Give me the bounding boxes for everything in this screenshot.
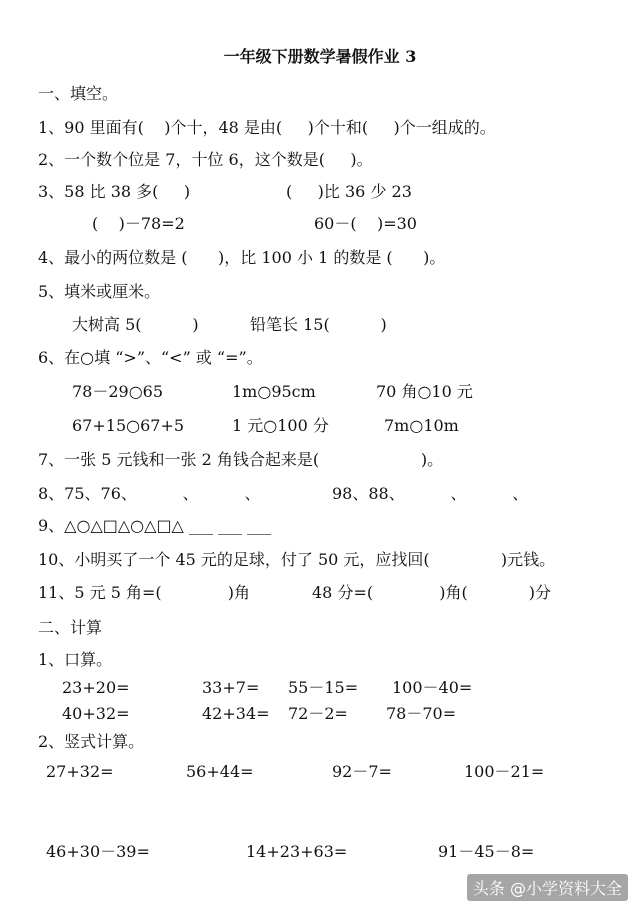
question-11a: 11、5 元 5 角=( )角 [38,583,250,602]
question-6f: 7m○10m [384,416,459,435]
question-1: 1、90 里面有( )个十，48 是由( )个十和( )个一组成的。 [38,118,496,137]
question-5b: 铅笔长 15( ) [250,315,387,334]
oral-problem: 55－15= [288,678,359,697]
question-6a: 78－29○65 [72,382,164,401]
question-3b: ( )比 36 少 23 [286,182,412,201]
question-3a: 3、58 比 38 多( ) [38,182,191,201]
vertical-problem: 100－21= [464,762,545,781]
question-2: 2、一个数个位是 7，十位 6，这个数是( )。 [38,150,373,169]
section2-heading: 二、计算 [38,618,103,637]
oral-problem: 100－40= [392,678,473,697]
question-3c: ( )－78=2 [92,214,185,233]
question-5a: 大树高 5( ) [72,315,199,334]
vertical-heading: 2、竖式计算。 [38,732,145,751]
vertical-problem: 27+32= [46,762,114,781]
question-8a: 8、75、76、 、 、 [38,484,261,503]
oral-problem: 33+7= [202,678,260,697]
question-7: 7、一张 5 元钱和一张 2 角钱合起来是( )。 [38,450,444,469]
question-6d: 67+15○67+5 [72,416,185,435]
oral-heading: 1、口算。 [38,650,113,669]
question-11b: 48 分=( )角( )分 [312,583,551,602]
vertical-problem: 92－7= [332,762,392,781]
oral-problem: 78－70= [386,704,457,723]
vertical-problem: 56+44= [186,762,254,781]
vertical-problem: 46+30－39= [46,842,150,861]
question-4: 4、最小的两位数是 ( )，比 100 小 1 的数是 ( )。 [38,248,446,267]
question-6b: 1m○95cm [232,382,316,401]
question-8b: 98、88、 、 、 [332,484,529,503]
oral-problem: 42+34= [202,704,270,723]
question-6: 6、在○填 “>”、“<” 或 “=”。 [38,348,263,367]
question-9: 9、△○△□△○△□△ ___ ___ ___ [38,516,272,535]
question-5: 5、填米或厘米。 [38,282,161,301]
question-3d: 60－( )=30 [314,214,417,233]
vertical-problem: 91－45－8= [438,842,535,861]
section1-heading: 一、填空。 [38,84,119,103]
oral-problem: 40+32= [62,704,130,723]
oral-problem: 72－2= [288,704,348,723]
question-6c: 70 角○10 元 [376,382,473,401]
question-10: 10、小明买了一个 45 元的足球，付了 50 元，应找回( )元钱。 [38,550,556,569]
oral-problem: 23+20= [62,678,130,697]
page-title: 一年级下册数学暑假作业 3 [223,47,417,66]
question-6e: 1 元○100 分 [232,416,329,435]
vertical-problem: 14+23+63= [246,842,348,861]
watermark: 头条 @小学资料大全 [467,874,628,901]
